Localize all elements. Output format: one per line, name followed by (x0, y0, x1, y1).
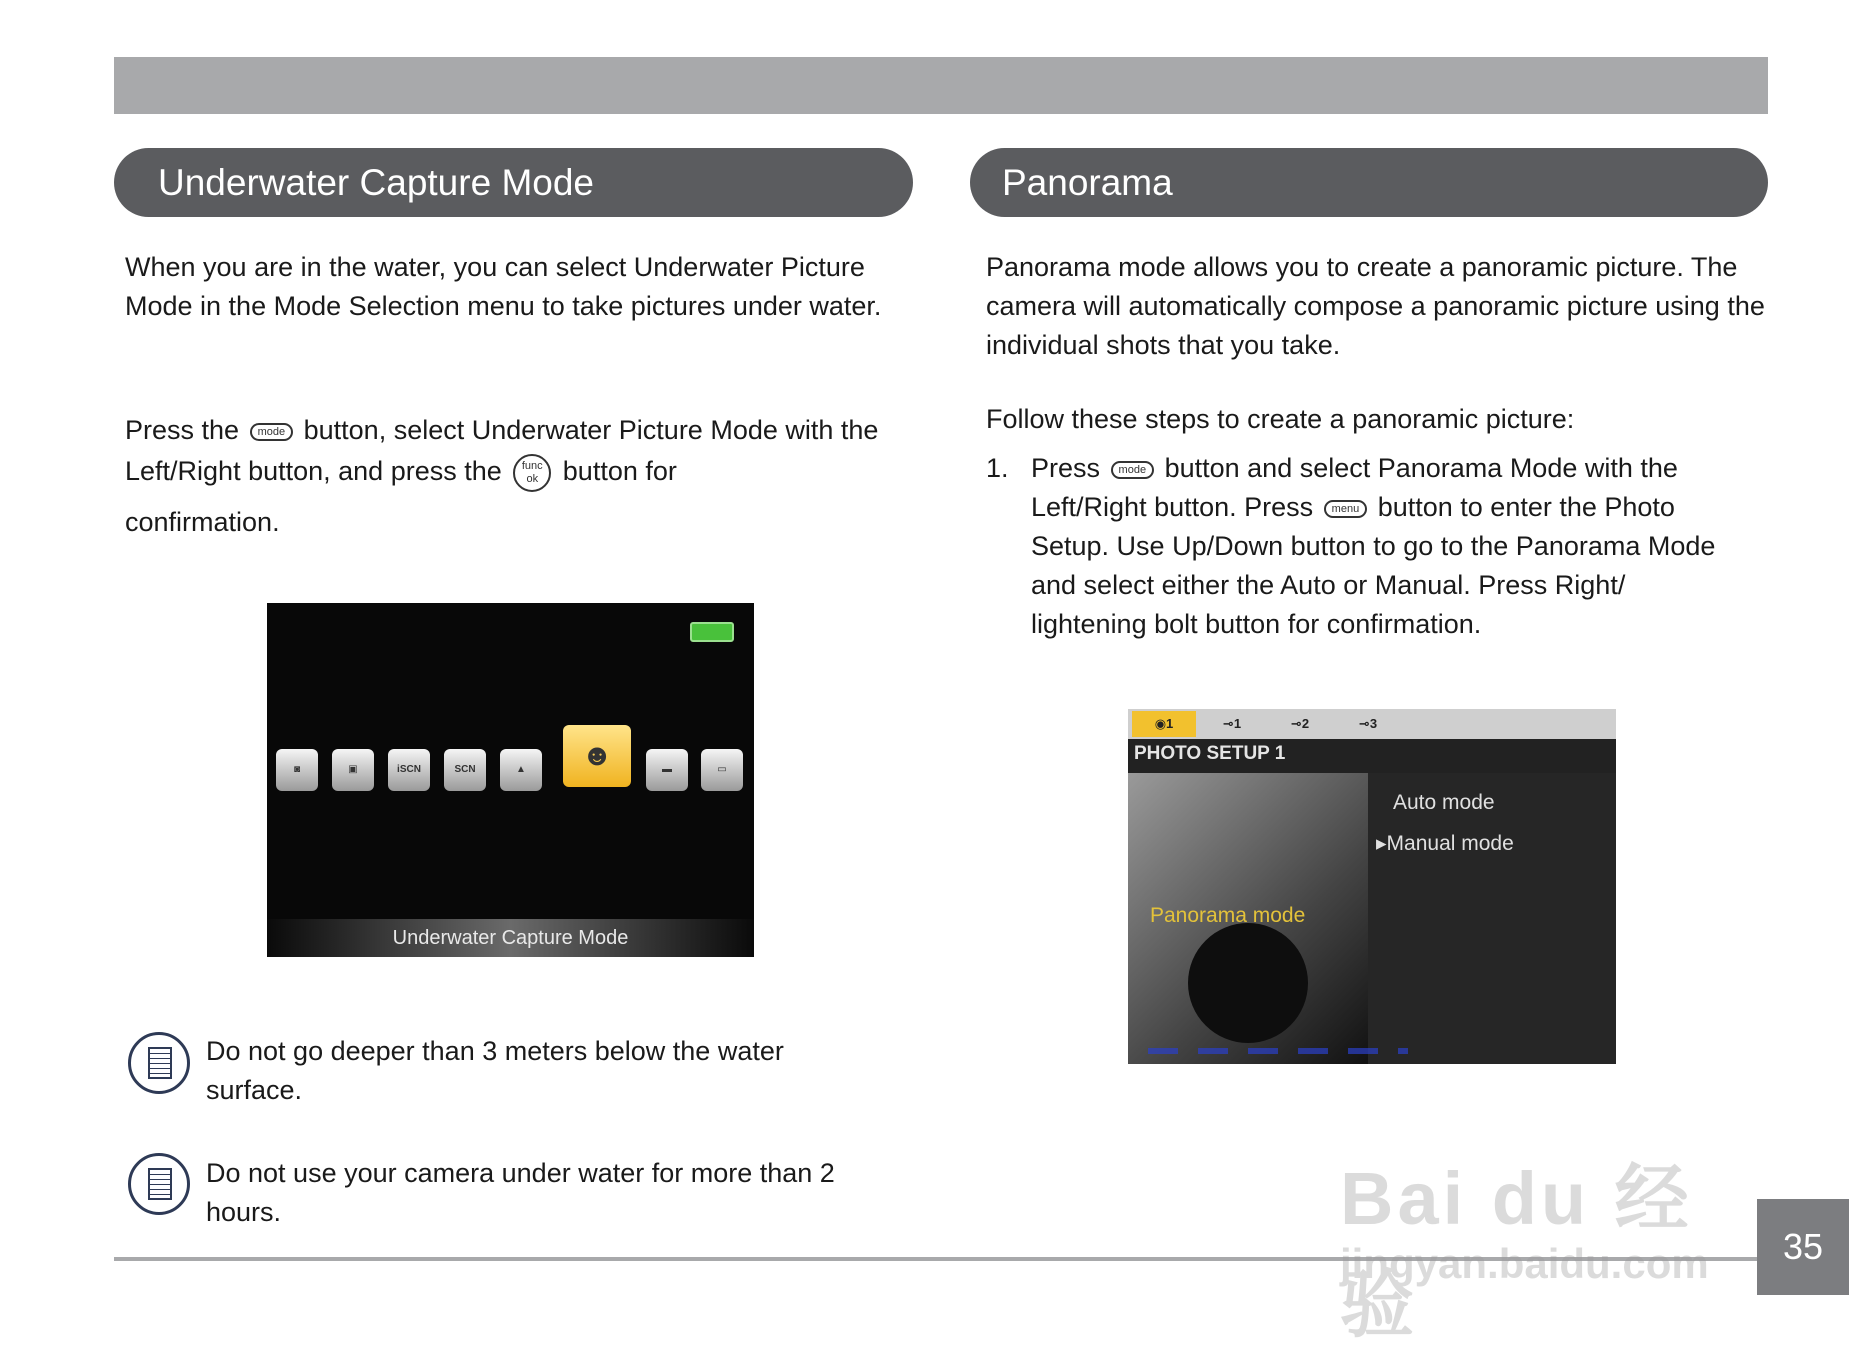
setup-title: PHOTO SETUP 1 (1134, 743, 1286, 764)
underwater-mode-icon: ☻ (563, 725, 631, 787)
iscn-icon: iSCN (388, 749, 430, 791)
panorama-mode-label: Panorama mode (1150, 904, 1306, 927)
underwater-intro-text: When you are in the water, you can select Underwater Picture Mode in the Mode Selection menu to take pictures under water. (125, 252, 882, 321)
screen-caption: Underwater Capture Mode (267, 919, 754, 957)
option-auto: Auto mode (1393, 791, 1495, 814)
landscape-icon: ▲ (500, 749, 542, 791)
battery-icon (690, 622, 734, 642)
option-manual: ▸Manual mode (1376, 832, 1514, 855)
scn-icon: SCN (444, 749, 486, 791)
mode-button-icon: mode (1111, 461, 1155, 479)
portrait-icon: ▣ (332, 749, 374, 791)
tab-camera: ◉1 (1132, 711, 1196, 737)
panorama-intro-text: Panorama mode allows you to create a panoramic picture. The camera will automatically compose a panoramic picture using the individual shots that you take. (986, 252, 1765, 360)
press-text-2: button, select Underwater Picture Mode with the Left/Right button, and press the (125, 415, 879, 486)
button-hints (1148, 1048, 1408, 1054)
note-depth: Do not go deeper than 3 meters below the water surface. (206, 1036, 784, 1105)
tab-wrench-2: ⊸2 (1290, 716, 1310, 731)
header-bar (114, 57, 1768, 114)
flower-shape (1188, 923, 1308, 1043)
section-title-underwater: Underwater Capture Mode (114, 148, 913, 217)
press-text-3: button for (562, 456, 677, 486)
camera-icon: ◙ (276, 749, 318, 791)
movie-mode-icon: ▭ (701, 749, 743, 791)
tab-wrench-1: ⊸1 (1222, 716, 1242, 731)
step-text: Press mode button and select Panorama Mode with the Left/Right button. Press menu button to enter the Photo Setup. Use Up/Down button to go to the Panorama Mode and select either the Auto or Manual. Press Right/ lightening bolt button for confirmation. (1031, 453, 1716, 639)
section-title-panorama: Panorama (970, 148, 1768, 217)
note-duration: Do not use your camera under water for more than 2 hours. (206, 1158, 835, 1227)
panorama-follow-text: Follow these steps to create a panoramic picture: (986, 404, 1575, 434)
setup-tabs (1128, 709, 1616, 739)
underwater-instructions (125, 410, 915, 492)
panorama-mode-icon: ▬ (646, 749, 688, 791)
options-panel (1368, 773, 1616, 1064)
baidu-watermark: Bai du 经验 jingyan.baidu.com (1340, 1157, 1709, 1346)
menu-button-icon: menu (1324, 500, 1368, 518)
press-text-1: Press the (125, 415, 240, 445)
step-number: 1. (986, 453, 1009, 483)
mode-button-icon: mode (250, 423, 294, 441)
confirmation-text: confirmation. (125, 507, 280, 537)
panorama-setup-screenshot (1128, 709, 1616, 1064)
note-icon (128, 1032, 190, 1094)
func-ok-button-icon: func ok (513, 454, 551, 492)
page-number: 35 (1757, 1199, 1849, 1295)
underwater-mode-screenshot (267, 603, 754, 957)
tab-wrench-3: ⊸3 (1358, 716, 1378, 731)
note-icon (128, 1153, 190, 1215)
